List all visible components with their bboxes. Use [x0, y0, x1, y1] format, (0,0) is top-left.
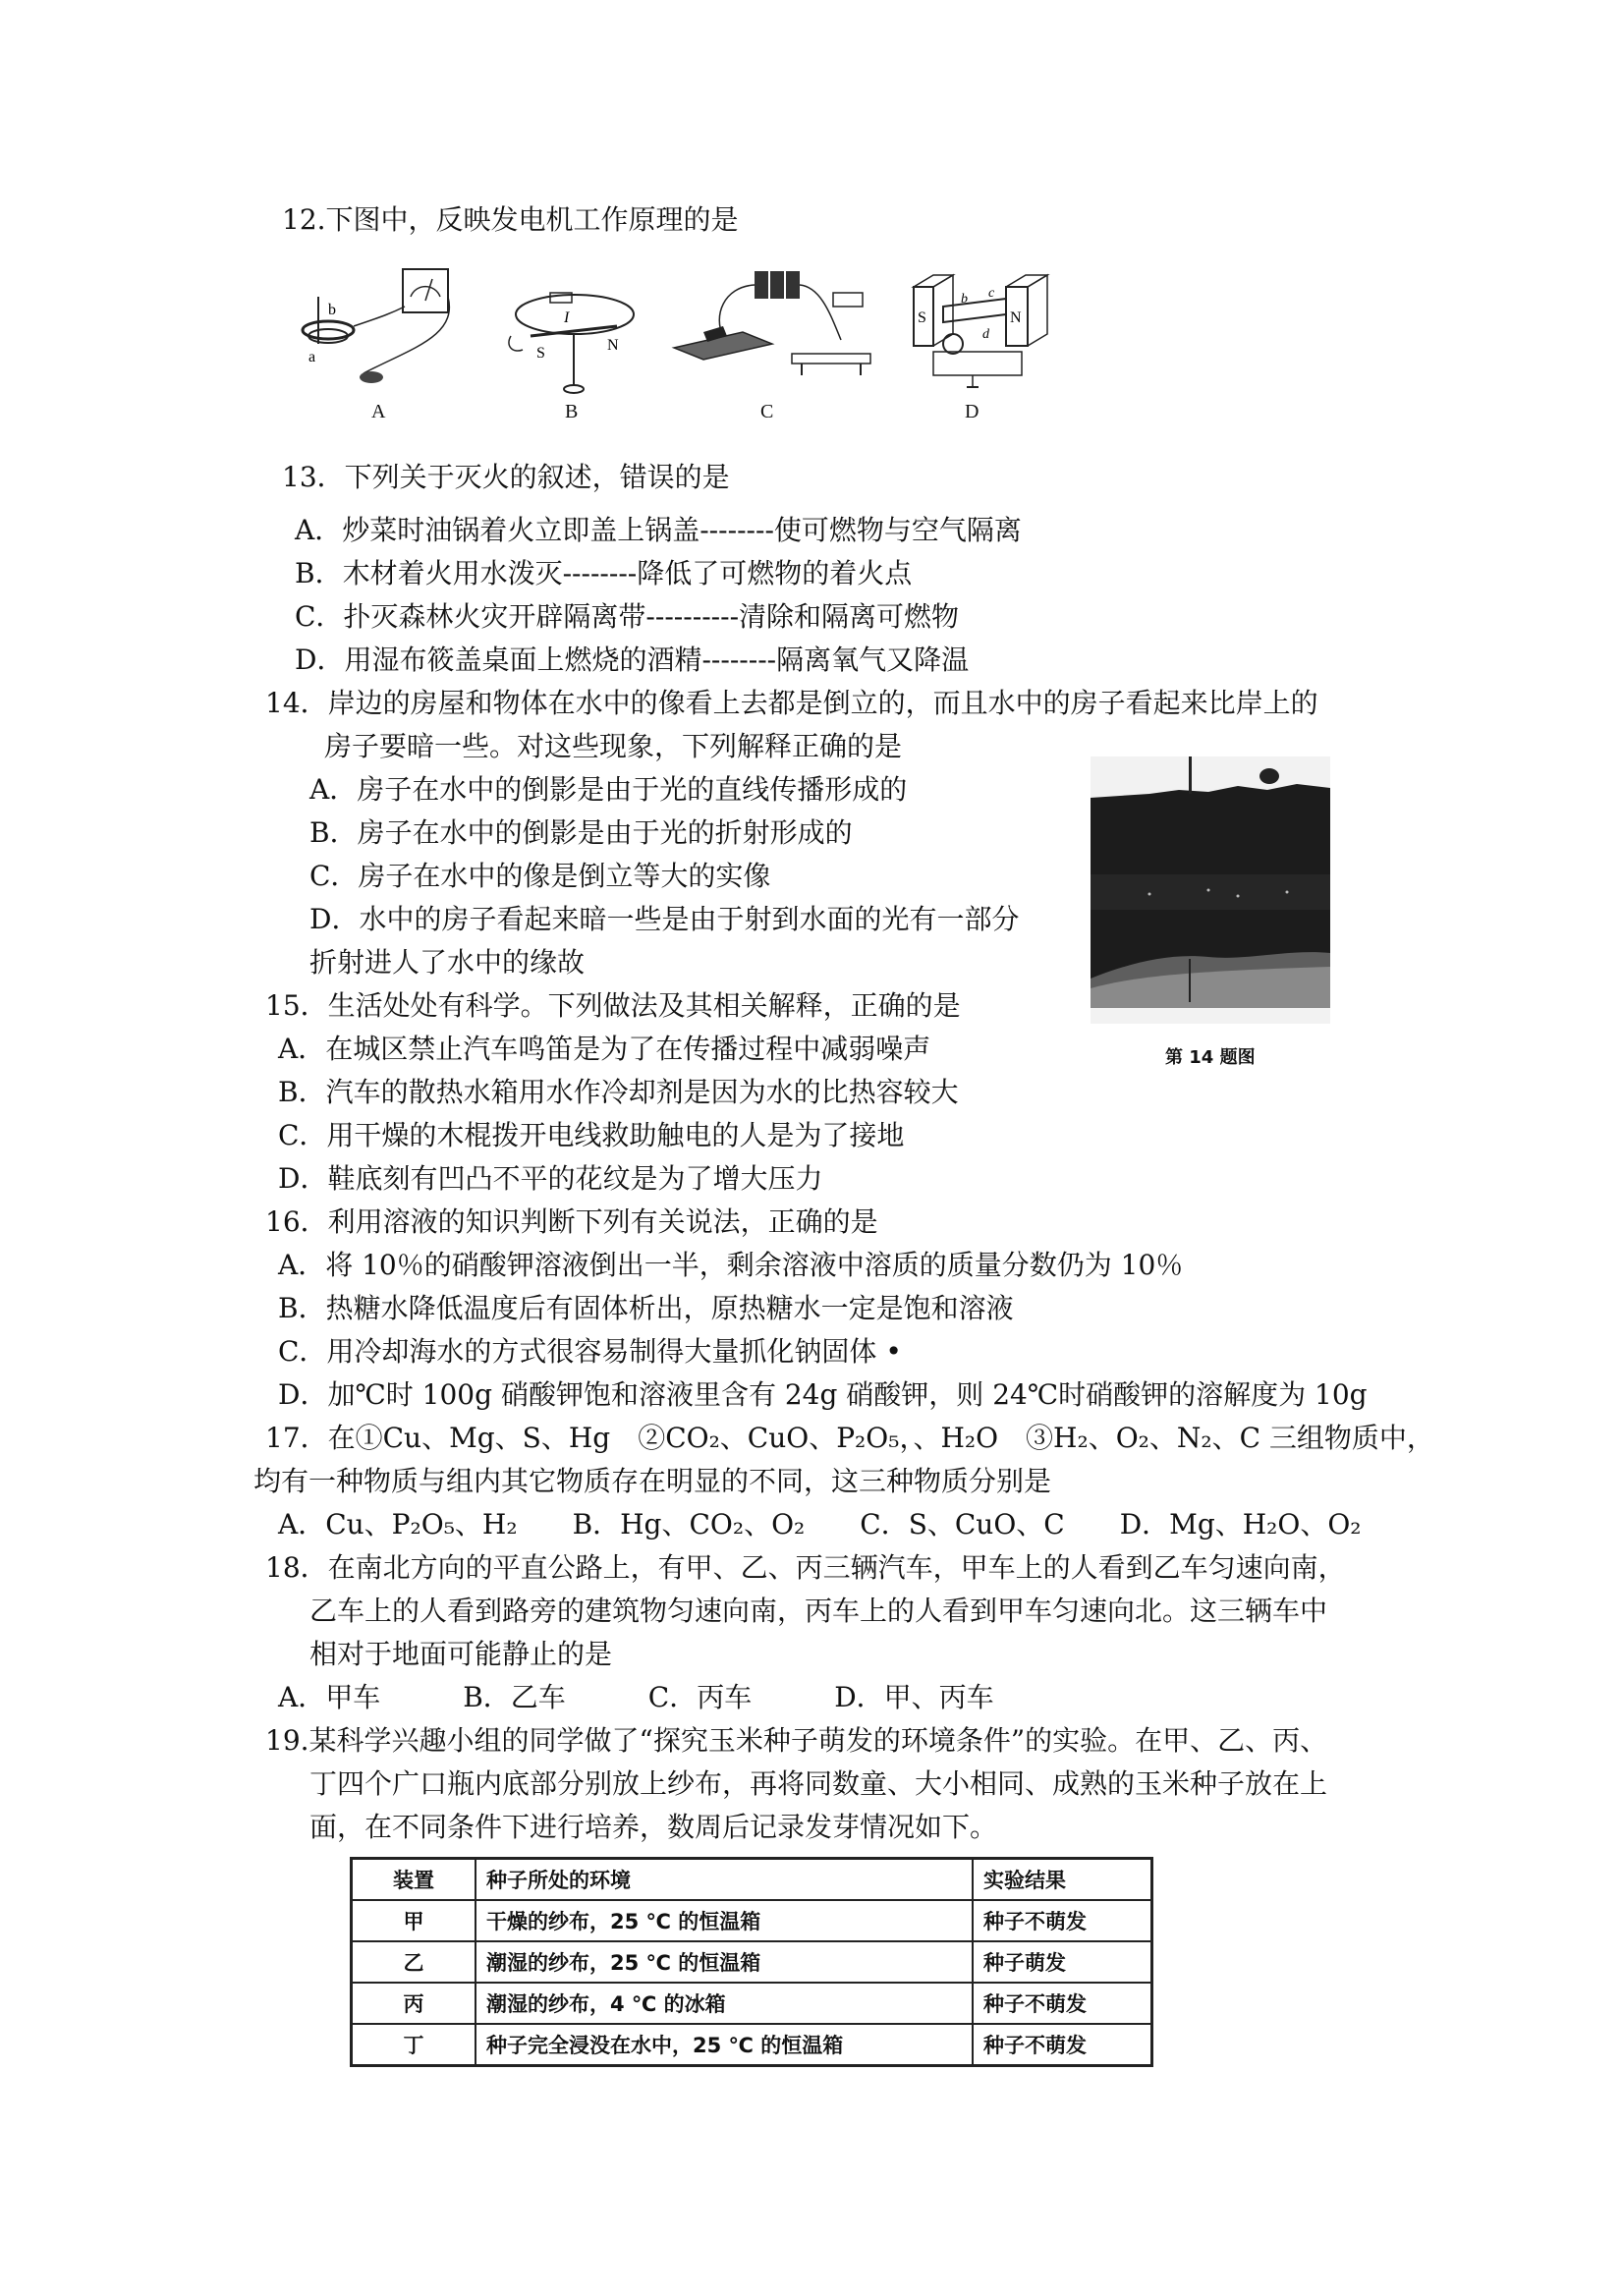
svg-text:b: b: [328, 302, 336, 318]
q12-figure-d: [904, 267, 1061, 405]
table-row: [352, 1941, 1152, 1983]
table-row: [352, 1900, 1152, 1941]
q14-photo: [1091, 756, 1330, 1024]
q12-label-c: C: [760, 401, 774, 422]
q12-figure-a: [295, 257, 462, 395]
q16-option-a: A．将 10％的硝酸钾溶液倒出一半，剩余溶液中溶质的质量分数仍为 10％: [278, 1249, 1184, 1281]
svg-text:S: S: [918, 309, 926, 326]
table-cell-environment: 种子完全浸没在水中，25 ℃ 的恒温箱: [476, 2024, 973, 2066]
table-cell-device: 乙: [352, 1941, 476, 1983]
table-cell-device: 丙: [352, 1983, 476, 2024]
q16-stem: 16．利用溶液的知识判断下列有关说法，正确的是: [265, 1205, 878, 1238]
q17-stem-line1: 17．在①Cu、Mg、S、Hg ②CO₂、CuO、P₂O₅，、H₂O ③H₂、O₂、N₂、C 三组物质中，: [265, 1422, 1434, 1454]
q14-option-b: B．房子在水中的倒影是由于光的折射形成的: [309, 816, 853, 849]
q14-option-c: C．房子在水中的像是倒立等大的实像: [309, 860, 771, 892]
table-cell-result: 种子不萌发: [973, 2024, 1152, 2066]
q19-stem-line3: 面，在不同条件下进行培养，数周后记录发芽情况如下。: [309, 1811, 998, 1843]
svg-text:c: c: [988, 286, 995, 301]
table-cell-environment: 潮湿的纱布，25 ℃ 的恒温箱: [476, 1941, 973, 1983]
svg-text:N: N: [1010, 309, 1022, 326]
table-header-environment: 种子所处的环境: [476, 1859, 973, 1901]
table-cell-result: 种子不萌发: [973, 1900, 1152, 1941]
table-cell-device: 丁: [352, 2024, 476, 2066]
q13-option-a: A．炒菜时油锅着火立即盖上锅盖--------使可燃物与空气隔离: [295, 514, 1022, 546]
q19-stem-line2: 丁四个广口瓶内底部分别放上纱布，再将同数童、大小相同、成熟的玉米种子放在上: [309, 1767, 1328, 1800]
q13-option-d: D．用湿布筱盖桌面上燃烧的酒精--------隔离氧气又降温: [295, 644, 970, 676]
svg-text:N: N: [607, 337, 619, 354]
table-header-result: 实验结果: [973, 1859, 1152, 1901]
q16-option-b: B．热糖水降低温度后有固体析出，原热糖水一定是饱和溶液: [278, 1292, 1014, 1324]
q14-stem-line1: 14．岸边的房屋和物体在水中的像看上去都是倒立的，而且水中的房子看起来比岸上的: [265, 687, 1318, 719]
q14-caption: 第 14 题图: [1165, 1047, 1256, 1068]
q12-label-d: D: [965, 401, 979, 422]
table-row: [352, 1983, 1152, 2024]
svg-text:S: S: [536, 345, 545, 362]
q17-stem-line2: 均有一种物质与组内其它物质存在明显的不同，这三种物质分别是: [253, 1465, 1052, 1497]
q15-option-d: D．鞋底刻有凹凸不平的花纹是为了增大压力: [278, 1162, 823, 1195]
q13-stem: 13．下列关于灭火的叙述，错误的是: [282, 461, 730, 493]
table-header-row: [352, 1859, 1152, 1901]
svg-text:I: I: [564, 309, 570, 326]
q15-option-b: B．汽车的散热水箱用水作冷却剂是因为水的比热容较大: [278, 1076, 959, 1108]
table-cell-device: 甲: [352, 1900, 476, 1941]
q12-figure-b: [501, 275, 648, 403]
table-row: [352, 2024, 1152, 2066]
q14-option-d-cont: 折射进人了水中的缘故: [309, 946, 586, 979]
svg-text:b: b: [961, 292, 968, 307]
table-cell-result: 种子不萌发: [973, 1983, 1152, 2024]
q19-stem-line1: 19.某科学兴趣小组的同学做了“探究玉米种子萌发的环境条件”的实验。在甲、乙、丙、: [265, 1724, 1328, 1757]
q14-option-d: D．水中的房子看起来暗一些是由于射到水面的光有一部分: [309, 903, 1020, 935]
q15-option-a: A．在城区禁止汽车鸣笛是为了在传播过程中减弱噪声: [278, 1033, 931, 1065]
q18-stem-line2: 乙车上的人看到路旁的建筑物匀速向南，丙车上的人看到甲车匀速向北。这三辆车中: [309, 1595, 1328, 1627]
q14-stem-line2: 房子要暗一些。对这些现象，下列解释正确的是: [324, 730, 903, 762]
table-header-device: 装置: [352, 1859, 476, 1901]
table-cell-environment: 干燥的纱布，25 ℃ 的恒温箱: [476, 1900, 973, 1941]
q16-option-d: D．加℃时 100g 硝酸钾饱和溶液里含有 24g 硝酸钾，则 24℃时硝酸钾的溶解度为 10g: [278, 1378, 1368, 1411]
q12-figure-c: [664, 257, 890, 395]
q12-stem: 12.下图中，反映发电机工作原理的是: [282, 203, 739, 236]
q12-label-a: A: [371, 401, 386, 422]
q18-stem-line3: 相对于地面可能静止的是: [309, 1638, 613, 1670]
q18-options: A．甲车 B．乙车 C．丙车 D．甲、丙车: [278, 1681, 994, 1713]
q16-option-c: C．用冷却海水的方式很容易制得大量抓化钠固体 •: [278, 1335, 902, 1368]
q17-options: A．Cu、P₂O₅、H₂ B．Hg、CO₂、O₂ C．S、CuO、C D．Mg、H₂O、O₂: [278, 1508, 1362, 1540]
q18-stem-line1: 18．在南北方向的平直公路上，有甲、乙、丙三辆汽车，甲车上的人看到乙车匀速向南，: [265, 1551, 1346, 1584]
svg-text:d: d: [982, 327, 989, 342]
q13-option-c: C．扑灭森林火灾开辟隔离带----------清除和隔离可燃物: [295, 600, 960, 633]
q14-option-a: A．房子在水中的倒影是由于光的直线传播形成的: [309, 773, 908, 806]
q12-label-b: B: [565, 401, 579, 422]
table-cell-environment: 潮湿的纱布，4 ℃ 的冰箱: [476, 1983, 973, 2024]
q15-option-c: C．用干燥的木棍拨开电线救助触电的人是为了接地: [278, 1119, 905, 1151]
q13-option-b: B．木材着火用水泼灭--------降低了可燃物的着火点: [295, 557, 913, 589]
q15-stem: 15．生活处处有科学。下列做法及其相关解释，正确的是: [265, 989, 961, 1022]
q19-result-table: [350, 1857, 1153, 2067]
table-cell-result: 种子萌发: [973, 1941, 1152, 1983]
svg-text:a: a: [308, 349, 316, 365]
